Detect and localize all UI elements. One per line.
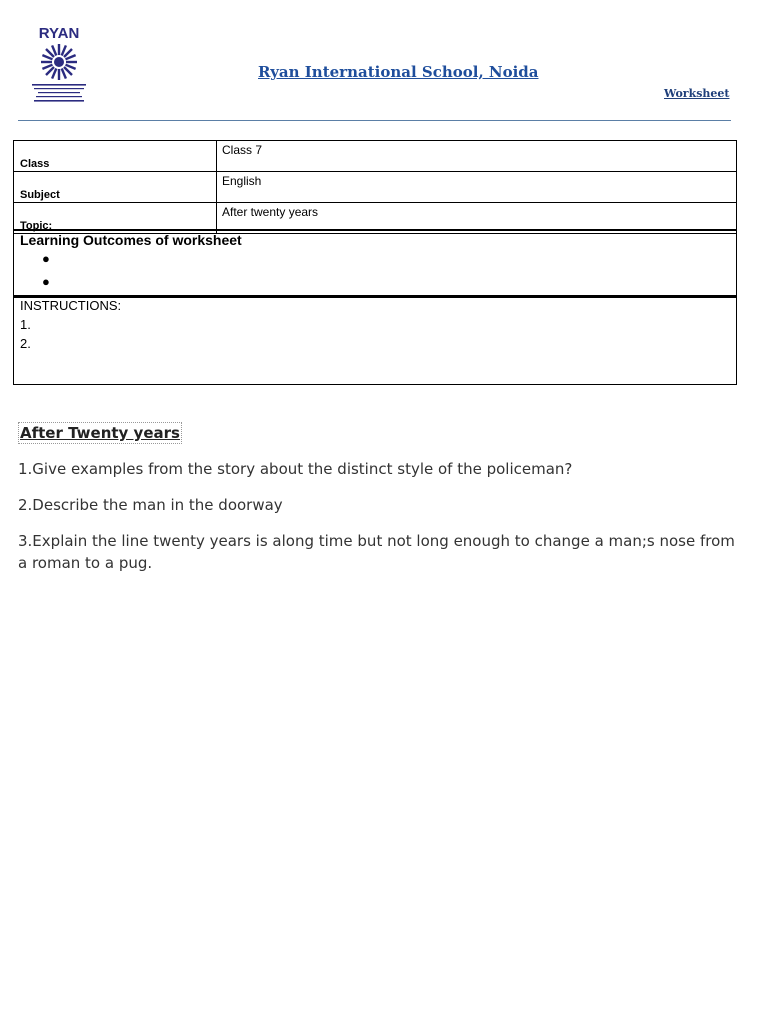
school-name-heading: Ryan International School, Noida (258, 63, 539, 81)
table-row (14, 141, 737, 172)
section-heading: After Twenty years (20, 424, 180, 442)
class-value: Class 7 (217, 141, 737, 172)
instruction-item: 1. (20, 317, 31, 332)
learning-outcomes-box (13, 229, 737, 298)
header-divider (18, 120, 731, 121)
school-logo (28, 24, 90, 104)
topic-value: After twenty years (217, 203, 737, 234)
instructions-title: INSTRUCTIONS: (20, 298, 122, 313)
instruction-item: 2. (20, 336, 31, 351)
question-3: 3.Explain the line twenty years is along time but not long enough to change a man;s nose from a roman to a pug. (18, 532, 735, 572)
subject-label: Subject (14, 172, 217, 203)
logo-sunburst (41, 44, 77, 80)
table-row (14, 172, 737, 203)
class-label: Class (14, 141, 217, 172)
logo-text: RYAN (38, 25, 80, 42)
question-2: 2.Describe the man in the doorway (18, 496, 283, 514)
topic-label: Topic: (14, 203, 217, 234)
info-table (13, 140, 737, 234)
learning-outcomes-title: Learning Outcomes of worksheet (20, 232, 242, 248)
subject-value: English (217, 172, 737, 203)
bullet-icon: ● (42, 274, 50, 289)
question-1: 1.Give examples from the story about the distinct style of the policeman? (18, 460, 573, 478)
instructions-box (13, 295, 737, 385)
bullet-icon: ● (42, 251, 50, 266)
worksheet-label: Worksheet (664, 87, 730, 100)
